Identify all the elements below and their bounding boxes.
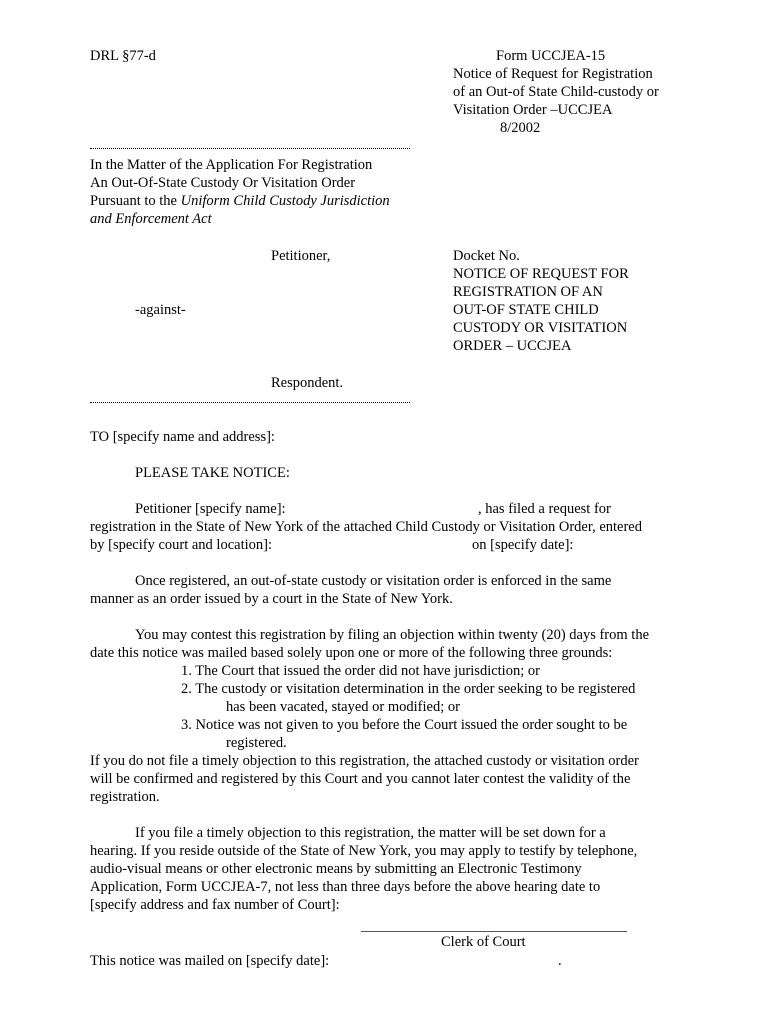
act-name-part-1: Uniform Child Custody Jurisdiction [180,193,390,209]
paragraph-5-line-3: audio-visual means or other electronic means by submitting an Electronic Testimony [90,861,582,877]
please-take-notice: PLEASE TAKE NOTICE: [135,465,290,481]
court-location-prompt: by [specify court and location]: [90,537,272,553]
ground-3-line-1: 3. Notice was not given to you before the Court issued the order sought to be [181,717,628,733]
paragraph-2-line-2: manner as an order issued by a court in the State of New York. [90,591,453,607]
paragraph-5-line-2: hearing. If you reside outside of the State of New York, you may apply to testify by telephone, [90,843,638,859]
to-line: TO [specify name and address]: [90,429,275,445]
paragraph-3-line-2: date this notice was mailed based solely upon one or more of the following three grounds: [90,645,613,661]
form-title-line-1: Notice of Request for Registration [453,66,653,82]
form-date: 8/2002 [500,120,541,136]
mailed-on-prompt: This notice was mailed on [specify date]: [90,953,330,969]
ground-2-line-2: has been vacated, stayed or modified; or [226,699,460,715]
notice-title-line-5: ORDER – UCCJEA [453,338,572,354]
paragraph-3-line-1: You may contest this registration by filing an objection within twenty (20) days from the [135,627,650,643]
clerk-of-court-label: Clerk of Court [441,934,526,950]
mailed-date-end-period: . [558,953,562,969]
order-date-prompt: on [specify date]: [472,537,574,553]
paragraph-1-line-2: registration in the State of New York of the attached Child Custody or Visitation Order, entered [90,519,642,535]
matter-line-3-prefix: Pursuant to the [90,193,181,209]
respondent-label: Respondent. [271,375,344,391]
filed-request-text: , has filed a request for [478,501,611,517]
petitioner-label: Petitioner, [271,248,331,264]
form-title-line-2: of an Out-of State Child-custody or [453,84,659,100]
paragraph-4-line-1: If you do not file a timely objection to this registration, the attached custody or visitation order [90,753,639,769]
paragraph-4-line-3: registration. [90,789,160,805]
petitioner-name-prompt: Petitioner [specify name]: [135,501,286,517]
against-label: -against- [135,302,186,318]
caption-top-divider [90,148,410,149]
form-title-line-3: Visitation Order –UCCJEA [453,102,613,118]
matter-line-2: An Out-Of-State Custody Or Visitation Order [90,175,356,191]
notice-title-line-1: NOTICE OF REQUEST FOR [453,266,629,282]
clerk-signature-line [361,931,627,932]
statute-reference: DRL §77-d [90,48,156,64]
paragraph-4-line-2: will be confirmed and registered by this Court and you cannot later contest the validity of the [90,771,631,787]
form-number: Form UCCJEA-15 [496,48,606,64]
notice-title-line-4: CUSTODY OR VISITATION [453,320,628,336]
paragraph-5-line-4: Application, Form UCCJEA-7, not less than three days before the above hearing date to [90,879,601,895]
matter-line-3 [90,192,390,210]
paragraph-5-line-5: [specify address and fax number of Court]: [90,897,340,913]
docket-number-label: Docket No. [453,248,520,264]
paragraph-2-line-1: Once registered, an out-of-state custody or visitation order is enforced in the same [135,573,612,589]
act-name-part-2: and Enforcement Act [90,211,212,227]
notice-title-line-2: REGISTRATION OF AN [453,284,603,300]
notice-title-line-3: OUT-OF STATE CHILD [453,302,599,318]
ground-2-line-1: 2. The custody or visitation determination in the order seeking to be registered [181,681,636,697]
matter-line-1: In the Matter of the Application For Registration [90,157,373,173]
caption-bottom-divider [90,402,410,403]
paragraph-5-line-1: If you file a timely objection to this registration, the matter will be set down for a [135,825,606,841]
ground-1: 1. The Court that issued the order did not have jurisdiction; or [181,663,540,679]
ground-3-line-2: registered. [226,735,287,751]
